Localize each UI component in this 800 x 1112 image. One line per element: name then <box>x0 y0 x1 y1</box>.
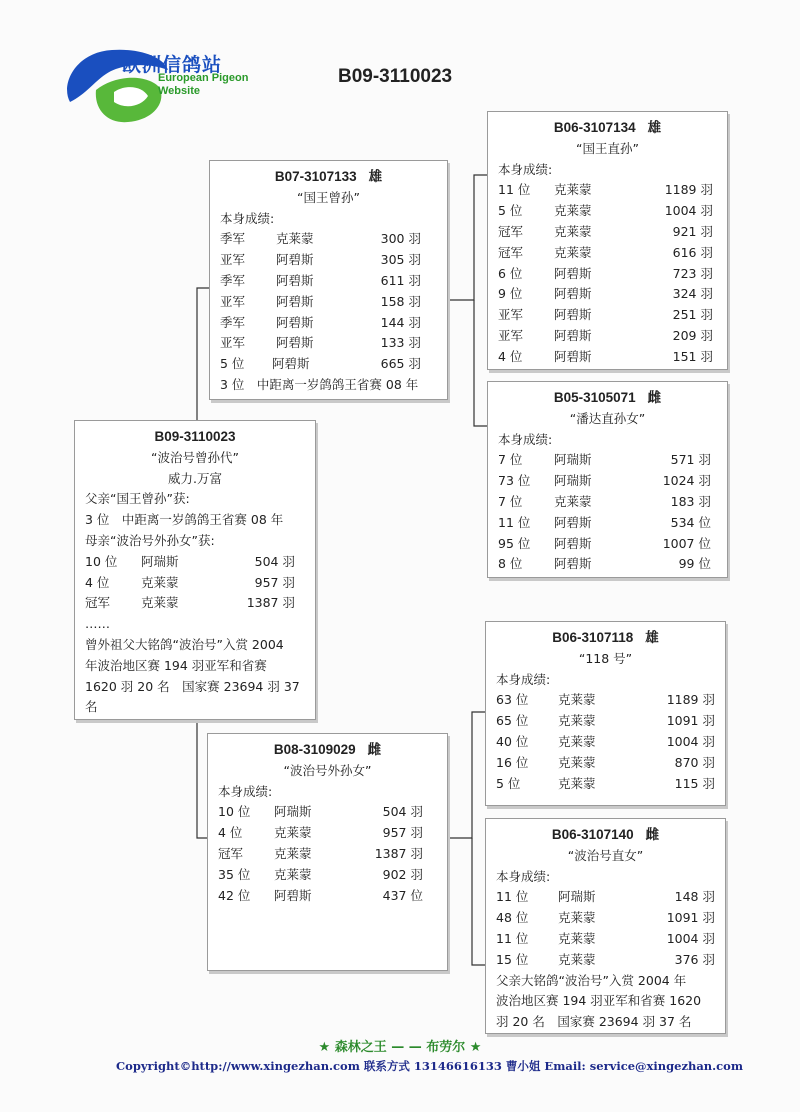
sire-ring-number: B07-3107133 雄 <box>274 169 383 185</box>
subject-ring-number: B09-3110023 <box>154 429 236 444</box>
dam-dam-nickname: “波治号直女” <box>567 847 644 863</box>
sire-sire-sex: 雄 <box>647 120 662 136</box>
dam-dam-sex: 雌 <box>645 827 660 843</box>
dam-card <box>207 733 448 971</box>
result-row: 11 位 阿碧斯 534 位 <box>498 514 711 530</box>
result-row: 亚军 阿碧斯 209 羽 <box>498 327 713 343</box>
subject-line: 父亲“国王曾孙”获: <box>85 491 190 507</box>
subject-tail-line: 曾外祖父大铭鸽“波治号”入赏 2004 <box>85 636 284 652</box>
result-row: 冠军 克莱蒙 616 羽 <box>498 244 713 260</box>
dam-sire-card <box>485 621 726 806</box>
footer-slogan: ★ 森林之王 — — 布劳尔 ★ <box>318 1040 482 1055</box>
sire-results-label: 本身成绩: <box>220 210 275 226</box>
result-row: 7 位 克莱蒙 183 羽 <box>498 493 711 509</box>
result-row: 4 位 阿碧斯 151 羽 <box>498 348 713 364</box>
dam-dam-tail-line: 父亲大铭鸽“波治号”入赏 2004 年 <box>496 972 687 988</box>
dam-dam-results-label: 本身成绩: <box>496 868 551 884</box>
result-row: 季军 阿碧斯 144 羽 <box>220 314 421 330</box>
sire-card <box>209 160 448 400</box>
result-row: 季军 阿碧斯 611 羽 <box>220 272 421 288</box>
dam-sire-results-label: 本身成绩: <box>496 671 551 687</box>
dam-sire-sex: 雄 <box>645 630 659 646</box>
result-row: 48 位 克莱蒙 1091 羽 <box>496 910 715 926</box>
dam-dam-ring-number: B06-3107140 雌 <box>551 827 660 843</box>
result-row: 冠军 克莱蒙 1387 羽 <box>218 845 423 861</box>
result-row: 65 位 克莱蒙 1091 羽 <box>496 713 715 729</box>
subject-pigeon-card <box>74 420 316 720</box>
result-row: 亚军 阿碧斯 133 羽 <box>220 335 421 351</box>
dam-dam-tail-line: 羽 20 名 国家赛 23694 羽 37 名 <box>496 1014 692 1030</box>
result-row: 冠军 克莱蒙 1387 羽 <box>85 595 295 611</box>
result-row: 11 位 克莱蒙 1189 羽 <box>498 182 713 198</box>
result-row: 5 位 克莱蒙 1004 羽 <box>498 203 713 219</box>
result-row: 10 位 阿瑞斯 504 羽 <box>218 804 423 820</box>
subject-tail-line: 名 <box>85 699 98 715</box>
sire-extra-result: 3 位 中距离一岁鸽鸽王省赛 08 年 <box>220 376 419 392</box>
page-title: B09-3110023 <box>338 66 453 87</box>
dam-sex: 雌 <box>367 742 382 758</box>
sire-dam-results-label: 本身成绩: <box>498 431 553 447</box>
subject-nickname: “波治号曾孙代” <box>151 449 239 465</box>
subject-line: 3 位 中距离一岁鸽鸽王省赛 08 年 <box>85 512 284 528</box>
result-row: 35 位 克莱蒙 902 羽 <box>218 866 423 882</box>
logo-chinese-text: 欧洲信鸽站 <box>122 54 223 76</box>
dam-nickname: “波治号外孙女” <box>283 762 372 778</box>
dam-sire-nickname: “118 号” <box>578 650 633 666</box>
dam-sire-ring-number: B06-3107118 雄 <box>552 630 659 646</box>
result-row: 7 位 阿瑞斯 571 羽 <box>498 452 711 468</box>
dam-results-label: 本身成绩: <box>218 783 273 799</box>
result-row: 63 位 克莱蒙 1189 羽 <box>496 692 715 708</box>
sire-sire-results-label: 本身成绩: <box>498 161 553 177</box>
result-row: 4 位 克莱蒙 957 羽 <box>218 825 423 841</box>
result-row: 95 位 阿碧斯 1007 位 <box>498 535 711 551</box>
result-row: 8 位 阿碧斯 99 位 <box>498 556 711 572</box>
result-row: 16 位 克莱蒙 870 羽 <box>496 754 715 770</box>
sire-sire-ring-number: B06-3107134 雄 <box>553 120 662 136</box>
sire-dam-nickname: “潘达直孙女” <box>569 410 646 426</box>
result-row: 11 位 克莱蒙 1004 羽 <box>496 930 715 946</box>
result-row: 15 位 克莱蒙 376 羽 <box>496 951 715 967</box>
result-row: 亚军 阿碧斯 251 羽 <box>498 307 713 323</box>
result-row: 5 位 阿碧斯 665 羽 <box>220 356 421 372</box>
sire-dam-sex: 雌 <box>647 390 662 406</box>
sire-sex: 雄 <box>368 169 383 185</box>
result-row: 冠军 克莱蒙 921 羽 <box>498 223 713 239</box>
sire-sire-nickname: “国王直孙” <box>576 140 639 156</box>
footer-copyright: Copyright©http://www.xingezhan.com 联系方式 13146616133 曹小姐 Email: service@xingezhan.com <box>116 1059 744 1073</box>
result-row: 10 位 阿瑞斯 504 羽 <box>85 553 295 569</box>
sire-sire-card <box>487 111 728 370</box>
result-row: 4 位 克莱蒙 957 羽 <box>85 574 295 590</box>
logo-english-line2: Website <box>158 85 200 97</box>
result-row: 42 位 阿碧斯 437 位 <box>218 887 423 903</box>
result-row: 5 位 克莱蒙 115 羽 <box>496 775 715 791</box>
result-row: 亚军 阿碧斯 305 羽 <box>220 252 421 268</box>
result-row: 11 位 阿瑞斯 148 羽 <box>496 889 715 905</box>
logo-english-line1: European Pigeon <box>158 72 249 84</box>
subject-tail-line: 1620 羽 20 名 国家赛 23694 羽 37 <box>85 678 300 694</box>
result-row: 6 位 阿碧斯 723 羽 <box>498 265 713 281</box>
subject-owner: 威力.万富 <box>168 470 222 486</box>
dam-dam-card <box>485 818 726 1034</box>
result-row: 73 位 阿瑞斯 1024 羽 <box>498 473 711 489</box>
sire-nickname: “国王曾孙” <box>297 189 360 205</box>
result-row: 9 位 阿碧斯 324 羽 <box>498 286 713 302</box>
sire-dam-ring-number: B05-3105071 雌 <box>553 390 662 406</box>
dam-ring-number: B08-3109029 雌 <box>273 742 382 758</box>
result-row: 40 位 克莱蒙 1004 羽 <box>496 733 715 749</box>
subject-line: 母亲“波治号外孙女”获: <box>85 532 215 548</box>
result-row: 季军 克莱蒙 300 羽 <box>220 231 421 247</box>
subject-tail-line: …… <box>85 616 110 632</box>
sire-dam-card <box>487 381 728 578</box>
subject-tail-line: 年波治地区赛 194 羽亚军和省赛 <box>85 657 267 673</box>
result-row: 亚军 阿碧斯 158 羽 <box>220 293 421 309</box>
dam-dam-tail-line: 波治地区赛 194 羽亚军和省赛 1620 <box>496 993 702 1009</box>
